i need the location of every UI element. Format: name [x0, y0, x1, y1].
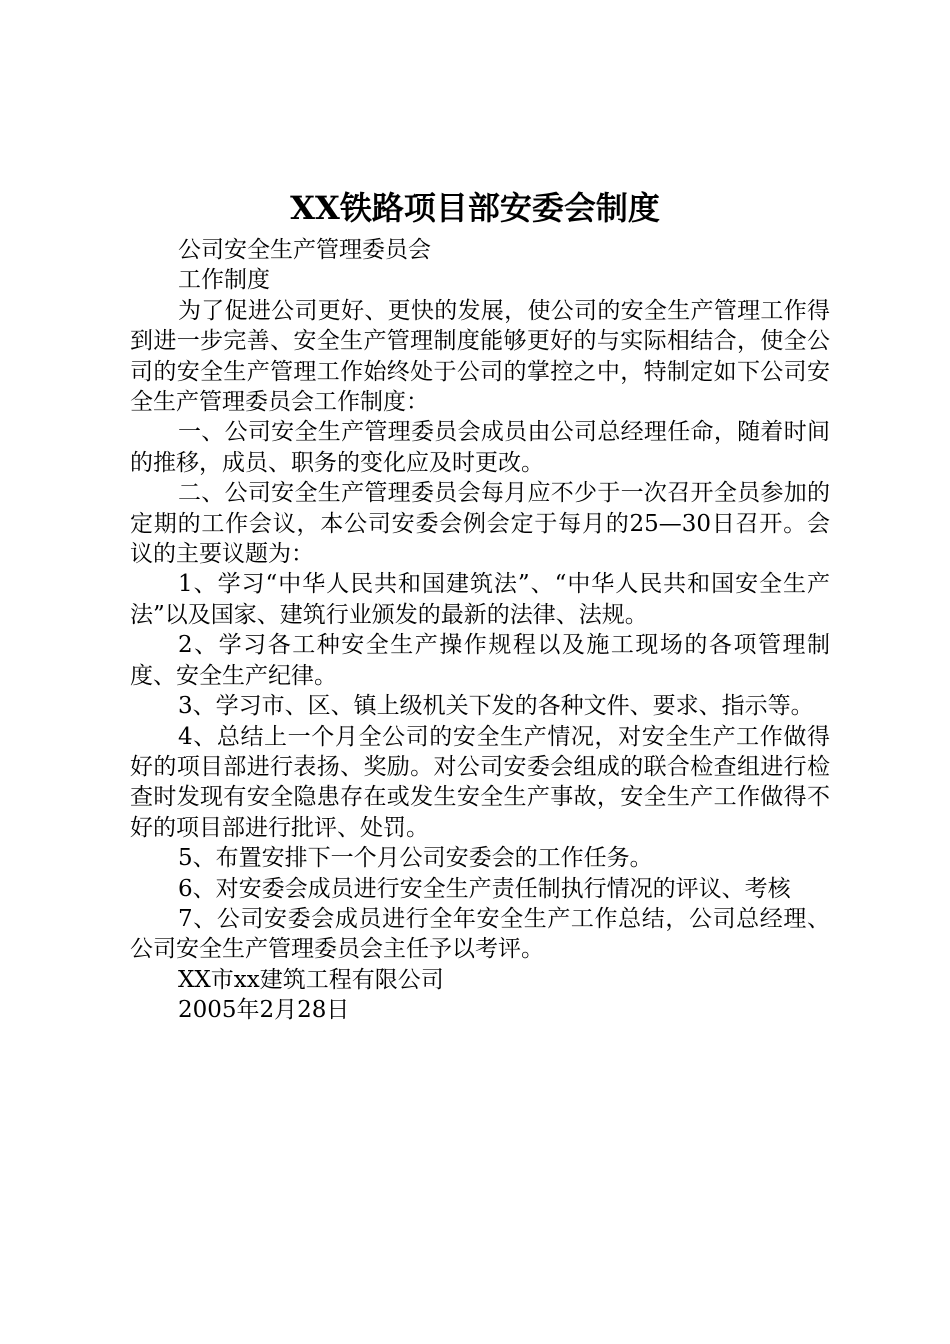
signature-date: 2005年2月28日: [178, 997, 350, 1024]
paragraph-intro: 为了促进公司更好、更快的发展，使公司的安全生产管理工作得到进一步完善、安全生产管理制度能够更好的与实际相结合，使全公司的安全生产管理工作始终处于公司的掌控之中，特制定如下公司安全生产管理委员会工作制度：: [130, 297, 830, 416]
document-body: [130, 235, 830, 1026]
paragraph-item-7: 7、公司安委会成员进行全年安全生产工作总结，公司总经理、公司安全生产管理委员会主任予以考评。: [130, 905, 830, 963]
paragraph-item-1: 1、学习“中华人民共和国建筑法”、“中华人民共和国安全生产法”以及国家、建筑行业颁发的最新的法律、法规。: [130, 571, 830, 628]
paragraph-item-3: 3、学习市、区、镇上级机关下发的各种文件、要求、指示等。: [178, 693, 814, 720]
paragraph-work-system: 工作制度: [178, 267, 270, 294]
paragraph-item-5: 5、布置安排下一个月公司安委会的工作任务。: [178, 845, 653, 872]
paragraph-article-1: 一、公司安全生产管理委员会成员由公司总经理任命，随着时间的推移，成员、职务的变化应及时更改。: [130, 419, 830, 476]
paragraph-article-2: 二、公司安全生产管理委员会每月应不少于一次召开全员参加的定期的工作会议，本公司安委会例会定于每月的25—30日召开。会议的主要议题为：: [130, 480, 830, 568]
paragraph-item-4: 4、总结上一个月全公司的安全生产情况，对安全生产工作做得好的项目部进行表扬、奖励。对公司安委会组成的联合检查组进行检查时发现有安全隐患存在或发生安全生产事故，安全生产工作做得不好的项目部进行批评、处罚。: [130, 723, 830, 841]
paragraph-item-2: 2、学习各工种安全生产操作规程以及施工现场的各项管理制度、安全生产纪律。: [130, 632, 830, 689]
signature-company: XX市xx建筑工程有限公司: [178, 966, 444, 993]
document-title: XX铁路项目部安委会制度: [290, 189, 660, 227]
paragraph-item-6: 6、对安委会成员进行安全生产责任制执行情况的评议、考核: [178, 875, 791, 902]
paragraph-committee-name: 公司安全生产管理委员会: [178, 237, 431, 263]
